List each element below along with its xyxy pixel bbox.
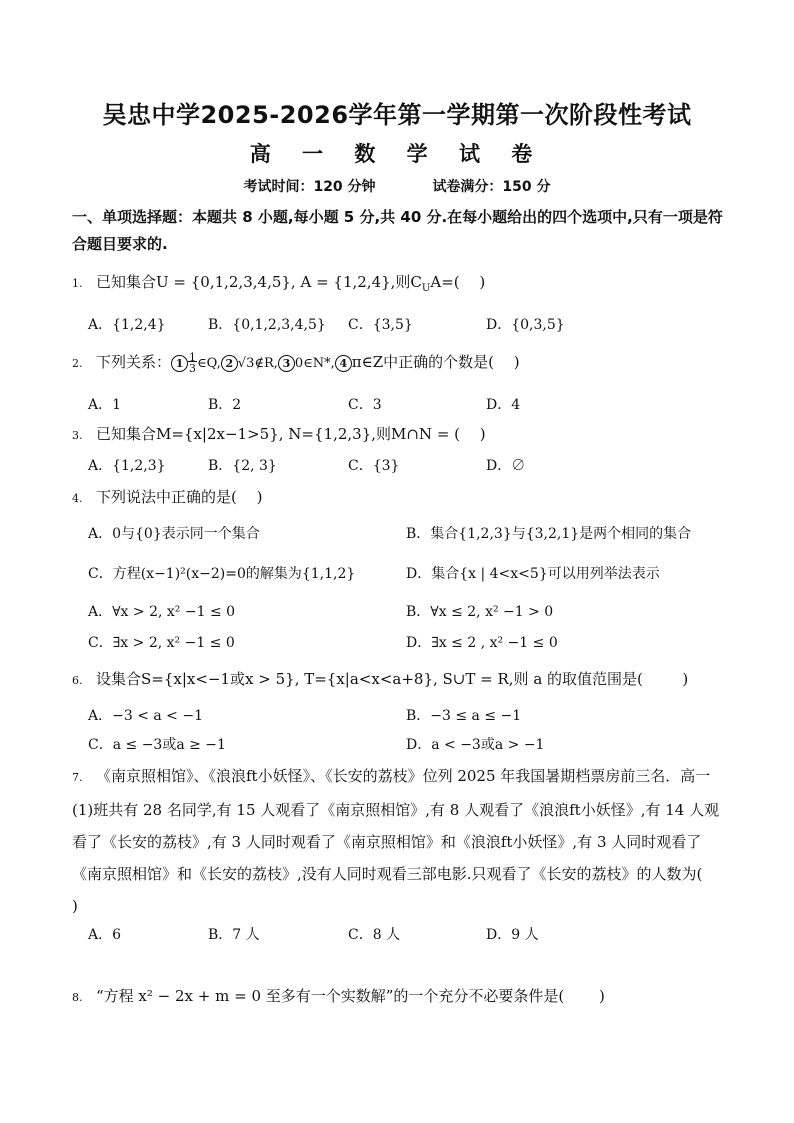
question-stem: “方程 x² − 2x + m = 0 至多有一个实数解”的一个充分不必要条件是( ) [96, 987, 605, 1005]
section-heading: 一、单项选择题：本题共 8 小题,每小题 5 分,共 40 分.在每小题给出的四个选项中,只有一项是符合题目要求的. [72, 208, 723, 253]
question-stem: 已知集合U = {0,1,2,3,4,5}, A = {1,2,4},则C [96, 273, 422, 291]
exam-score: 试卷满分：150 分 [432, 179, 551, 195]
question-6-options-row2 [88, 734, 728, 754]
relation-2: √3∉R, [237, 356, 278, 371]
option-d: D．a < −3或a > −1 [406, 737, 545, 753]
option-c: C．{3} [348, 458, 400, 474]
option-a: A．1 [88, 397, 122, 413]
question-number: 8. [72, 991, 83, 1004]
question-number: 4. [72, 492, 83, 505]
question-7-options [88, 924, 728, 944]
option-b: B．{0,1,2,3,4,5} [208, 317, 326, 333]
question-stem: 下列关系： [96, 353, 172, 371]
question-1 [72, 272, 728, 299]
question-2 [72, 352, 728, 374]
relation-4: π∈Z中正确的个数是( ) [351, 353, 520, 371]
question-number: 3. [72, 429, 83, 442]
option-a: A．∀x > 2, x² −1 ≤ 0 [88, 604, 236, 620]
circled-number-2: 2 [221, 355, 238, 372]
option-c: C．∃x > 2, x² −1 ≤ 0 [88, 635, 235, 651]
option-a: A．−3 < a < −1 [88, 708, 203, 724]
option-b: B．−3 ≤ a ≤ −1 [406, 708, 522, 724]
option-a: A．{1,2,4} [88, 317, 166, 333]
question-4-options-row1 [88, 523, 728, 543]
option-a: A．0与{0}表示同一个集合 [88, 526, 260, 542]
question-7 [72, 760, 738, 922]
option-a: A．6 [88, 927, 122, 943]
option-b: B．2 [208, 397, 242, 413]
question-stem: 下列说法中正确的是( ) [96, 488, 263, 506]
question-number: 6. [72, 674, 83, 687]
exam-title: 吴忠中学2025-2026学年第一学期第一次阶段性考试 [102, 101, 692, 129]
question-8 [72, 986, 728, 1008]
question-text: 《南京照相馆》、《浪浪ft小妖怪》、《长安的荔枝》位列 2025 年我国暑期档票房前三名．高一(1)班共有 28 名同学,有 15 人观看了《南京照相馆》,有 8 人观看了《浪浪ft小妖怪》,有 14 人观看了《长安的荔枝》,有 3 人同时观看了《南京照相馆》和《浪浪ft小妖怪》,有 3 人同时观看了《南京照相馆》和《长安的荔枝》,没有人同时观看三部电影.只观看了《长安的荔枝》的人数为( ) [72, 767, 738, 915]
question-6-options-row1 [88, 705, 728, 725]
option-d: D．∃x ≤ 2 , x² −1 ≤ 0 [406, 635, 558, 651]
circled-number-1: 1 [171, 355, 188, 372]
option-d: D．9 人 [486, 927, 539, 943]
question-6 [72, 669, 728, 691]
option-c: C．{3,5} [348, 317, 413, 333]
option-d: D．集合{x | 4<x<5}可以用列举法表示 [406, 566, 660, 582]
question-stem: 已知集合M={x|2x−1>5}, N={1,2,3},则M∩N = ( ) [96, 425, 486, 443]
relation-1: ∈Q, [197, 356, 221, 371]
option-b: B．7 人 [208, 927, 260, 943]
option-c: C．方程(x−1)²(x−2)=0的解集为{1,1,2} [88, 566, 356, 582]
option-a: A．{1,2,3} [88, 458, 166, 474]
fraction-numerator: 1 [189, 351, 197, 364]
option-c: C．8 人 [348, 927, 401, 943]
option-c: C．a ≤ −3或a ≥ −1 [88, 737, 226, 753]
option-d: D．4 [486, 397, 521, 413]
question-4 [72, 487, 728, 509]
option-d: D．{0,3,5} [486, 317, 565, 333]
option-b: B．集合{1,2,3}与{3,2,1}是两个相同的集合 [406, 526, 692, 542]
option-d: D．∅ [486, 458, 526, 474]
question-5-options-row2 [88, 632, 728, 652]
question-2-options [88, 394, 728, 414]
circled-number-3: 3 [278, 355, 295, 372]
question-number: 7. [72, 771, 83, 784]
option-b: B．{2, 3} [208, 458, 277, 474]
exam-time: 考试时间：120 分钟 [243, 179, 376, 195]
exam-meta [0, 176, 794, 196]
question-stem-end: A=( ) [430, 273, 486, 291]
option-b: B．∀x ≤ 2, x² −1 > 0 [406, 604, 554, 620]
question-number: 2. [72, 357, 83, 370]
complement-subscript: U [421, 283, 431, 294]
circled-number-4: 4 [335, 355, 352, 372]
question-stem: 设集合S={x|x<−1或x > 5}, T={x|a<x<a+8}, S∪T = R,则 a 的取值范围是( ) [96, 670, 689, 688]
fraction-denominator: 3 [189, 362, 197, 375]
relation-3: 0∈N*, [294, 356, 335, 371]
question-3 [72, 424, 728, 446]
question-number: 1. [72, 277, 83, 290]
question-4-options-row2 [88, 563, 728, 583]
exam-subtitle: 高 一 数 学 试 卷 [249, 142, 545, 166]
question-3-options [88, 455, 728, 475]
option-c: C．3 [348, 397, 382, 413]
fraction-one-third [188, 352, 197, 374]
question-5-options-row1 [88, 601, 728, 621]
question-1-options [88, 314, 728, 334]
